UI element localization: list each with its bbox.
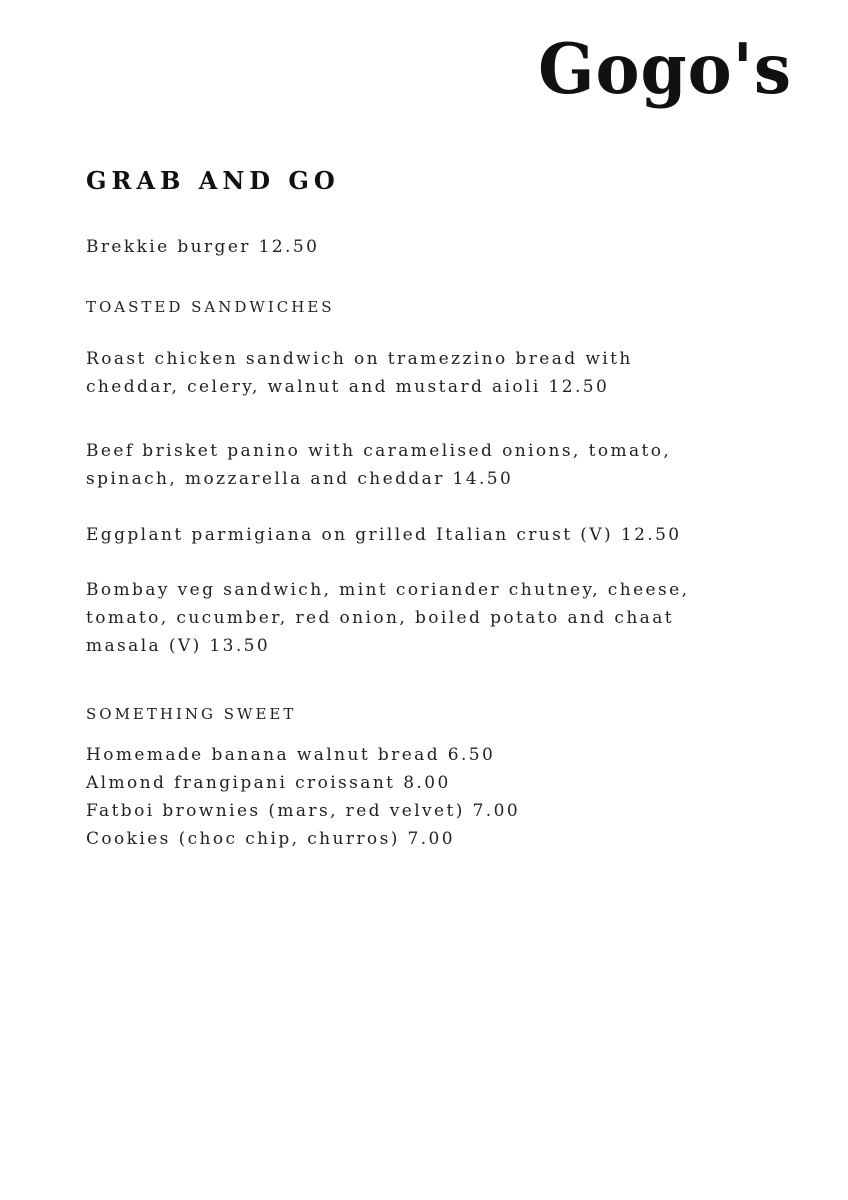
menu-item-roast-chicken-line-1: Roast chicken sandwich on tramezzino bread with (86, 349, 633, 369)
menu-item-roast-chicken-line-2: cheddar, celery, walnut and mustard aioli 12.50 (86, 377, 610, 397)
menu-item-eggplant: Eggplant parmigiana on grilled Italian crust (V) 12.50 (86, 525, 682, 545)
menu-item-bombay-line-1: Bombay veg sandwich, mint coriander chutney, cheese, (86, 580, 690, 600)
menu-item-beef-brisket-line-2: spinach, mozzarella and cheddar 14.50 (86, 469, 514, 489)
something-sweet-heading: SOMETHING SWEET (86, 705, 297, 723)
menu-item-beef-brisket-line-1: Beef brisket panino with caramelised onions, tomato, (86, 441, 672, 461)
menu-item-banana-bread: Homemade banana walnut bread 6.50 (86, 745, 496, 765)
brekkie-item: Brekkie burger 12.50 (86, 237, 320, 257)
toasted-sandwiches-heading: TOASTED SANDWICHES (86, 298, 335, 316)
menu-item-bombay-line-3: masala (V) 13.50 (86, 636, 271, 656)
menu-item-bombay-line-2: tomato, cucumber, red onion, boiled potato and chaat (86, 608, 674, 628)
menu-item-brownies: Fatboi brownies (mars, red velvet) 7.00 (86, 801, 521, 821)
page-title: GRAB AND GO (86, 166, 340, 195)
brand-logo: Gogo's (538, 28, 792, 110)
menu-item-croissant: Almond frangipani croissant 8.00 (86, 773, 451, 793)
menu-item-cookies: Cookies (choc chip, churros) 7.00 (86, 829, 455, 849)
